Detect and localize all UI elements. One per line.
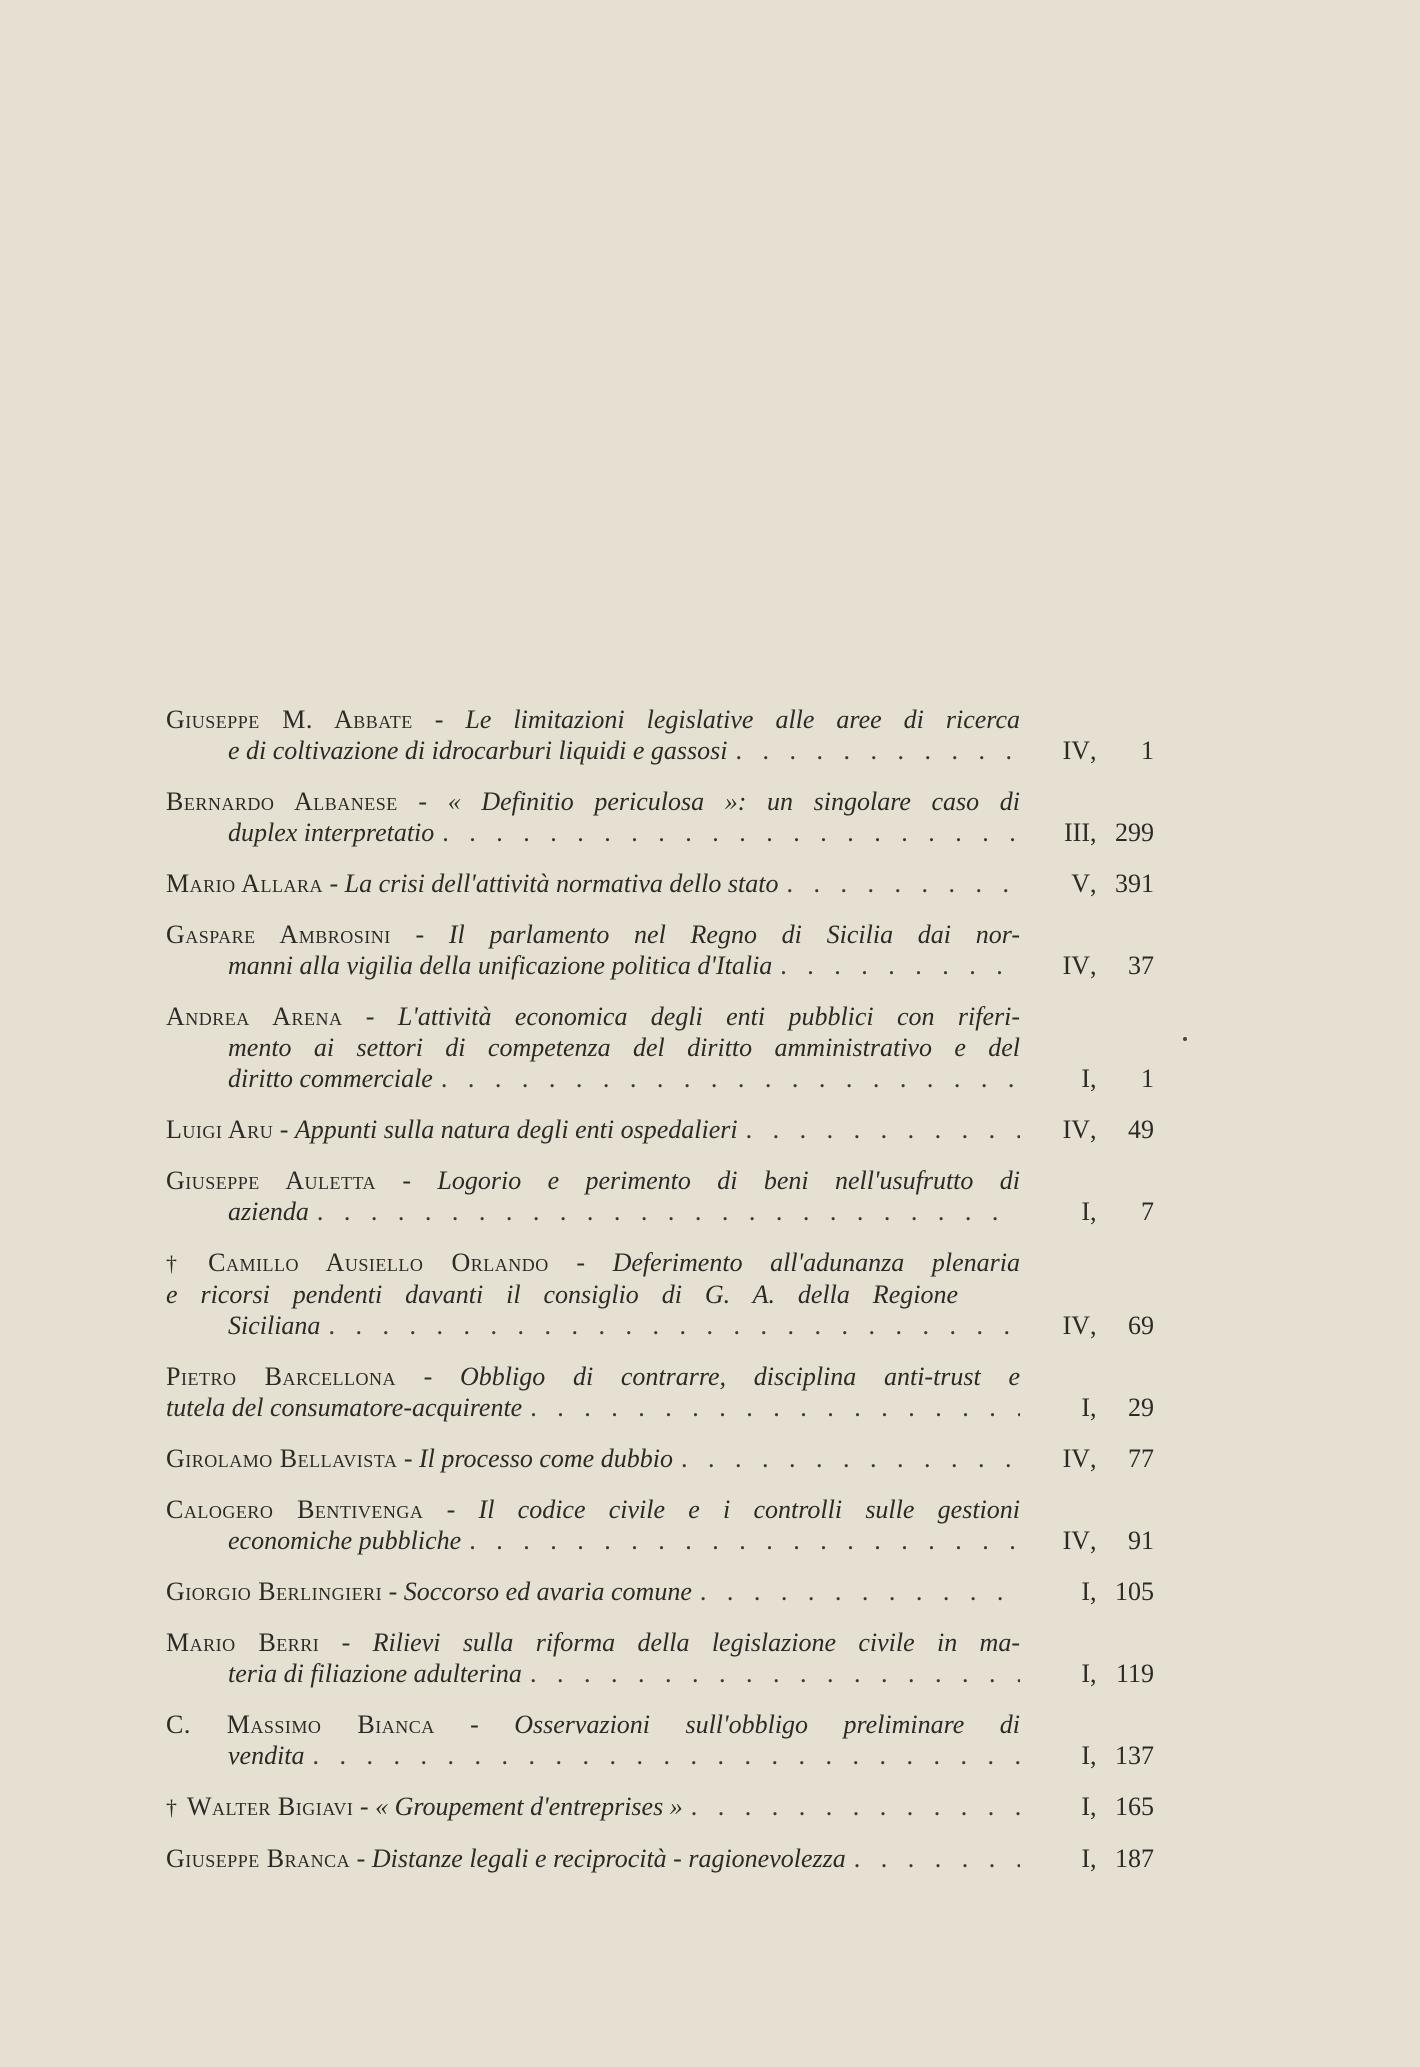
entry-title-end: e di coltivazione di idrocarburi liquidi e gassosi: [228, 736, 728, 765]
entry-volume: IV: [1062, 736, 1090, 765]
entry-page: 49: [1128, 1115, 1154, 1144]
entry-page: 7: [1141, 1197, 1154, 1226]
entry-volume: I: [1081, 1792, 1090, 1821]
entry-page: 187: [1115, 1844, 1154, 1873]
entry-title-middle: e ricorsi pendenti davanti il consiglio di G. A. della Regione: [166, 1280, 958, 1309]
entry-title-end: « Groupement d'entreprises »: [375, 1792, 683, 1821]
entry-volume: IV: [1062, 1444, 1090, 1473]
entry-page: 77: [1128, 1444, 1154, 1473]
entry-title: Deferimento all'adunanza plenaria: [612, 1248, 1020, 1277]
entry-volume: I: [1081, 1577, 1090, 1606]
entry-author: Giuseppe M. Abbate: [166, 705, 413, 734]
entry-volume: I: [1081, 1844, 1090, 1873]
entry-title: Il parlamento nel Regno di Sicilia dai nor-: [448, 920, 1020, 949]
toc-entry: Pietro Barcellona - Obbligo di contrarre, disciplina anti-trust e tutela del consumatore-acquirente . . . I , 29: [166, 1361, 1176, 1423]
stray-mark: [1183, 1037, 1187, 1041]
entry-volume: V: [1071, 869, 1090, 898]
entry-volume: I: [1081, 1393, 1090, 1422]
toc-entry: C. Massimo Bianca - Osservazioni sull'obbligo preliminare di vendita . . . I , 137: [166, 1709, 1176, 1771]
toc-entry: † Camillo Ausiello Orlando - Deferimento all'adunanza plenaria e ricorsi pendenti davanti il consiglio di G. A. della Regione Siciliana . . . IV , 69: [166, 1247, 1176, 1341]
leader-dots: [433, 1063, 1020, 1094]
toc-entry: Giuseppe Branca - Distanze legali e reciprocità - ragionevolezza . . . I , 187: [166, 1843, 1176, 1874]
entry-page: 29: [1128, 1393, 1154, 1422]
leader-dots: [738, 1114, 1020, 1145]
entry-title-end: Il processo come dubbio: [419, 1444, 673, 1473]
toc-entry: Girolamo Bellavista - Il processo come dubbio . . . IV , 77: [166, 1443, 1176, 1474]
entry-author: Girolamo Bellavista: [166, 1444, 398, 1473]
entry-page: 69: [1128, 1311, 1154, 1340]
entry-page: 137: [1115, 1741, 1154, 1770]
entry-author: Bernardo Albanese: [166, 787, 398, 816]
toc-entry: Giorgio Berlingieri - Soccorso ed avaria comune . . . I , 105: [166, 1576, 1176, 1607]
entry-author: Camillo Ausiello Orlando: [208, 1248, 549, 1277]
entry-author: Andrea Arena: [166, 1002, 343, 1031]
entry-page: 119: [1115, 1659, 1154, 1688]
toc-entry: Gaspare Ambrosini - Il parlamento nel Regno di Sicilia dai nor- manni alla vigilia della unificazione politica d'Italia . . . IV , 37: [166, 919, 1176, 981]
entry-volume: IV: [1062, 1311, 1090, 1340]
toc-entry: Giuseppe Auletta - Logorio e perimento di beni nell'usufrutto di azienda . . . I , 7: [166, 1165, 1176, 1227]
entry-volume: IV: [1062, 1115, 1090, 1144]
entry-author: Calogero Bentivenga: [166, 1495, 424, 1524]
entry-title-end: tutela del consumatore-acquirente: [166, 1393, 523, 1422]
entry-title-end: teria di filiazione adulterina: [228, 1659, 522, 1688]
leader-dots: [305, 1740, 1020, 1771]
leader-dots: [522, 1658, 1020, 1689]
leader-dots: [320, 1310, 1020, 1341]
entry-title-end: La crisi dell'attività normativa dello stato: [344, 869, 779, 898]
entry-title-end: vendita: [228, 1741, 305, 1770]
toc-entry: Bernardo Albanese - « Definitio periculosa »: un singolare caso di duplex interpretatio . . . III , 299: [166, 786, 1176, 848]
entry-page: 1: [1141, 736, 1154, 765]
entry-title-middle: mento ai settori di competenza del diritto amministrativo e del: [228, 1033, 1020, 1062]
entry-title: Le limitazioni legislative alle aree di ricerca: [465, 705, 1020, 734]
entry-title-end: diritto commerciale: [228, 1064, 433, 1093]
toc-entry: Mario Berri - Rilievi sulla riforma della legislazione civile in ma- teria di filiazione adulterina . . . I , 119: [166, 1627, 1176, 1689]
entry-title-end: Appunti sulla natura degli enti ospedalieri: [294, 1115, 738, 1144]
entry-title-end: Soccorso ed avaria comune: [403, 1577, 692, 1606]
toc-entry: Luigi Aru - Appunti sulla natura degli enti ospedalieri . . . IV , 49: [166, 1114, 1176, 1145]
toc-entry: † Walter Bigiavi - « Groupement d'entreprises » . . . I , 165: [166, 1791, 1176, 1823]
leader-dots: [683, 1791, 1020, 1822]
leader-dots: [778, 868, 1020, 899]
leader-dots: [692, 1576, 1020, 1607]
entry-title: « Definitio periculosa »: un singolare caso di: [447, 787, 1020, 816]
entry-author: Mario Berri: [166, 1628, 320, 1657]
entry-title-end: Distanze legali e reciprocità - ragionevolezza: [371, 1844, 846, 1873]
leader-dots: [728, 735, 1020, 766]
leader-dots: [309, 1196, 1020, 1227]
toc-entry: Calogero Bentivenga - Il codice civile e i controlli sulle gestioni economiche pubbliche . . . IV , 91: [166, 1494, 1176, 1556]
entry-page: 91: [1128, 1526, 1154, 1555]
leader-dots: [846, 1843, 1020, 1874]
entry-title-end: economiche pubbliche: [228, 1526, 462, 1555]
entry-volume: I: [1081, 1659, 1090, 1688]
toc-entry: Giuseppe M. Abbate - Le limitazioni legislative alle aree di ricerca e di coltivazione di idrocarburi liquidi e gassosi . . . IV , 1: [166, 704, 1176, 766]
entry-author: Giuseppe Branca: [166, 1844, 351, 1873]
entry-author: Pietro Barcellona: [166, 1362, 396, 1391]
leader-dots: [434, 817, 1020, 848]
entry-author: Giorgio Berlingieri: [166, 1577, 383, 1606]
entry-title: Il codice civile e i controlli sulle gestioni: [478, 1495, 1020, 1524]
entry-title: Osservazioni sull'obbligo preliminare di: [514, 1710, 1020, 1739]
entry-author: Walter Bigiavi: [187, 1792, 354, 1821]
leader-dots: [673, 1443, 1020, 1474]
entry-page: 391: [1115, 869, 1154, 898]
entry-volume: IV: [1062, 1526, 1090, 1555]
entry-title-end: duplex interpretatio: [228, 818, 435, 847]
entry-page: 37: [1128, 951, 1154, 980]
entry-author: Giuseppe Auletta: [166, 1166, 377, 1195]
leader-dots: [772, 950, 1020, 981]
entry-page: 299: [1115, 818, 1154, 847]
entry-title: Logorio e perimento di beni nell'usufrutto di: [437, 1166, 1020, 1195]
entry-title-end: azienda: [228, 1197, 309, 1226]
entry-author: Gaspare Ambrosini: [166, 920, 391, 949]
leader-dots: [522, 1392, 1020, 1423]
deceased-dagger: †: [166, 1795, 177, 1820]
toc-entry: Andrea Arena - L'attività economica degli enti pubblici con riferi- mento ai settori di competenza del diritto amministrativo e del diritto commerciale . . . I , 1: [166, 1001, 1176, 1094]
entry-volume: I: [1081, 1741, 1090, 1770]
entry-volume: IV: [1062, 951, 1090, 980]
entry-author: C. Massimo Bianca: [166, 1710, 435, 1739]
entry-page: 105: [1115, 1577, 1154, 1606]
entry-title: L'attività economica degli enti pubblici con riferi-: [397, 1002, 1020, 1031]
entry-page: 1: [1141, 1064, 1154, 1093]
entry-title-end: manni alla vigilia della unificazione politica d'Italia: [228, 951, 773, 980]
entry-volume: I: [1081, 1197, 1090, 1226]
entry-author: Mario Allara: [166, 869, 323, 898]
entry-volume: III: [1064, 818, 1090, 847]
deceased-dagger: †: [166, 1251, 199, 1276]
entry-volume: I: [1081, 1064, 1090, 1093]
entry-title-end: Siciliana: [228, 1311, 321, 1340]
entry-title: Rilievi sulla riforma della legislazione civile in ma-: [372, 1628, 1020, 1657]
toc-entry: Mario Allara - La crisi dell'attività normativa dello stato . . . V , 391: [166, 868, 1176, 899]
leader-dots: [461, 1525, 1020, 1556]
entry-author: Luigi Aru: [166, 1115, 274, 1144]
entry-title: Obbligo di contrarre, disciplina anti-trust e: [460, 1362, 1020, 1391]
entry-page: 165: [1115, 1792, 1154, 1821]
table-of-contents: [166, 704, 1176, 1894]
